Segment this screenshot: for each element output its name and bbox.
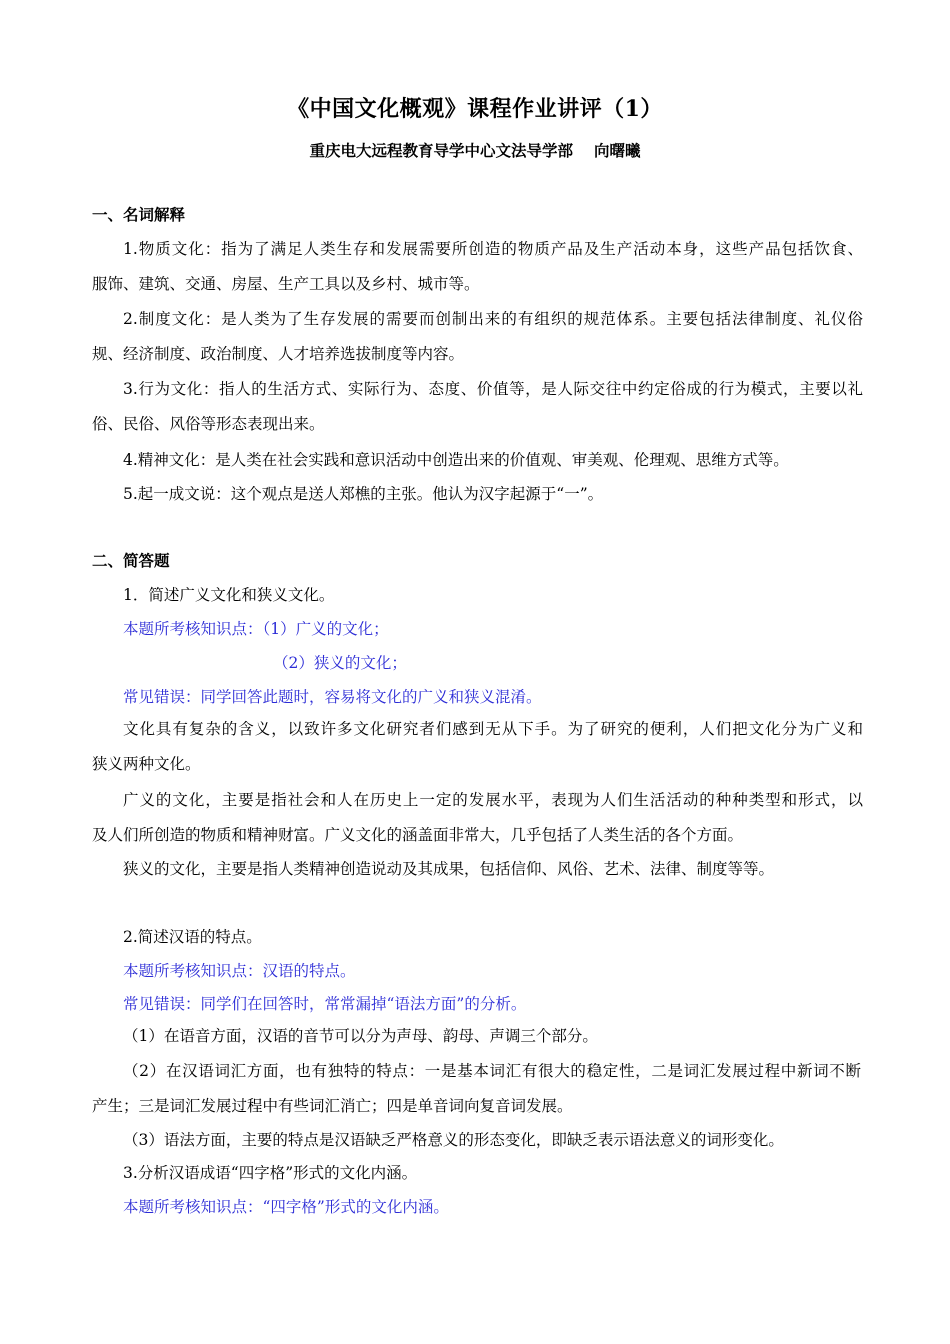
- paragraph-line: 4.精神文化：是人类在社会实践和意识活动中创造出来的价值观、审美观、伦理观、思维方式等。: [123, 451, 789, 469]
- knowledge-point-line: 本题所考核知识点：汉语的特点。: [123, 962, 356, 980]
- paragraph-line: 产生；三是词汇发展过程中有些词汇消亡；四是单音词向复音词发展。: [92, 1097, 573, 1115]
- paragraph-line: （2）在汉语词汇方面，也有独特的特点：一是基本词汇有很大的稳定性，二是词汇发展过程中新词不断: [123, 1062, 861, 1080]
- paragraph-line: 服饰、建筑、交通、房屋、生产工具以及乡村、城市等。: [92, 275, 480, 293]
- paragraph-line: 俗、民俗、风俗等形态表现出来。: [92, 415, 325, 433]
- knowledge-point-line: 本题所考核知识点：“四字格”形式的文化内涵。: [123, 1198, 449, 1216]
- paragraph-line: 3.行为文化：指人的生活方式、实际行为、态度、价值等，是人际交往中约定俗成的行为模式，主要以礼: [123, 380, 863, 398]
- section-heading: 一、名词解释: [92, 205, 186, 224]
- paragraph-line: 狭义的文化，主要是指人类精神创造说动及其成果，包括信仰、风俗、艺术、法律、制度等等。: [123, 860, 775, 878]
- knowledge-point-line: 本题所考核知识点：（1）广义的文化；: [123, 620, 389, 638]
- common-error-line: 常见错误：同学回答此题时，容易将文化的广义和狭义混淆。: [123, 688, 542, 706]
- document-author-line: 重庆电大远程教育导学中心文法导学部 向曙曦: [309, 141, 641, 160]
- paragraph-line: 文化具有复杂的含义，以致许多文化研究者们感到无从下手。为了研究的便利，人们把文化分为广义和: [123, 720, 863, 738]
- paragraph-line: 规、经济制度、政治制度、人才培养选拔制度等内容。: [92, 345, 465, 363]
- paragraph-line: 广义的文化，主要是指社会和人在历史上一定的发展水平，表现为人们生活活动的种种类型和形式，以: [123, 791, 863, 809]
- paragraph-line: 及人们所创造的物质和精神财富。广义文化的涵盖面非常大，几乎包括了人类生活的各个方面。: [92, 826, 744, 844]
- paragraph-line: 2.制度文化：是人类为了生存发展的需要而创制出来的有组织的规范体系。主要包括法律制度、礼仪俗: [123, 310, 863, 328]
- paragraph-line: （3）语法方面，主要的特点是汉语缺乏严格意义的形态变化，即缺乏表示语法意义的词形变化。: [123, 1131, 784, 1149]
- document-title: 《中国文化概观》课程作业讲评（1）: [287, 96, 663, 122]
- paragraph-line: 5.起一成文说：这个观点是送人郑樵的主张。他认为汉字起源于“一”。: [123, 485, 604, 503]
- section-heading: 二、简答题: [92, 551, 170, 570]
- question-line: 1．简述广义文化和狭义文化。: [123, 586, 335, 604]
- knowledge-point-line: （2）狭义的文化；: [273, 654, 407, 672]
- question-line: 2.简述汉语的特点。: [123, 928, 262, 946]
- question-line: 3.分析汉语成语“四字格”形式的文化内涵。: [123, 1164, 418, 1182]
- paragraph-line: （1）在语音方面，汉语的音节可以分为声母、韵母、声调三个部分。: [123, 1027, 598, 1045]
- common-error-line: 常见错误：同学们在回答时，常常漏掉“语法方面”的分析。: [123, 995, 527, 1013]
- paragraph-line: 1.物质文化：指为了满足人类生存和发展需要所创造的物质产品及生产活动本身，这些产品包括饮食、: [123, 240, 863, 258]
- paragraph-line: 狭义两种文化。: [92, 755, 201, 773]
